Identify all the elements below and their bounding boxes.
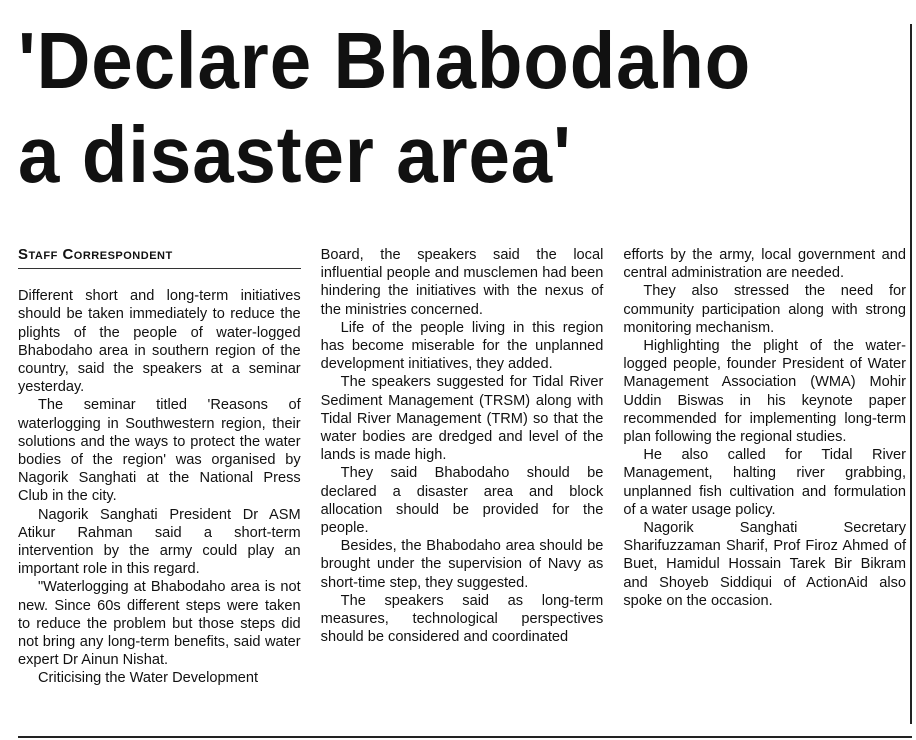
paragraph: They also stressed the need for community participation along with strong monitoring mechanism. xyxy=(623,283,907,336)
paragraph: They said Bhabodaho should be declared a disaster area and block allocation should be provided for the people. xyxy=(320,465,604,537)
article-column-3 xyxy=(623,246,906,722)
frame-border-right xyxy=(910,24,912,724)
paragraph: Nagorik Sanghati Secretary Sharifuzzaman Sharif, Prof Firoz Ahmed of Buet, Hamidul Hossain Tarek Bir Bikram and Shoyeb Siddiqui of ActionAid also spoke on the occasion. xyxy=(623,520,907,609)
paragraph: Life of the people living in this region has become miserable for the unplanned development initiatives, they added. xyxy=(320,319,604,373)
paragraph: Nagorik Sanghati President Dr ASM Atikur Rahman said a short-term intervention by the army could play an important role in this regard. xyxy=(18,506,301,578)
paragraph: Board, the speakers said the local influential people and musclemen had been hindering the initiatives with the nexus of the ministries concerned. xyxy=(320,247,604,318)
article-column-2 xyxy=(321,246,604,722)
article-body xyxy=(18,246,906,722)
paragraph: Highlighting the plight of the water-logged people, founder President of Water Management Association (WMA) Mohir Uddin Biswas in his keynote paper recommended for implementing long-term plan following the regional studies. xyxy=(623,338,907,446)
paragraph: Besides, the Bhabodaho area should be brought under the supervision of Navy as short-time step, they suggested. xyxy=(320,538,604,591)
byline: Staff Correspondent xyxy=(18,246,301,269)
headline-line-1: 'Declare Bhabodaho xyxy=(18,16,752,105)
paragraph: The seminar titled 'Reasons of waterlogging in Southwestern region, their solutions and the ways to protect the water bodies of the region' was organised by Nagorik Sanghati at the National Press Club in the city. xyxy=(18,397,301,505)
paragraph: "Waterlogging at Bhabodaho area is not new. Since 60s different steps were taken to reduce the problem but those steps did not bring any long-term benefits, said water expert Dr Ainun Nishat. xyxy=(18,579,301,669)
frame-border-bottom xyxy=(18,736,912,738)
article-headline xyxy=(18,14,836,202)
paragraph: Criticising the Water Development xyxy=(38,670,259,687)
article-column-1 xyxy=(18,246,301,722)
paragraph: The speakers said as long-term measures, technological perspectives should be considered and coordinated xyxy=(320,592,604,646)
paragraph: The speakers suggested for Tidal River Sediment Management (TRSM) along with Tidal River Management (TRM) so that the water bodies are dredged and level of the lands is made high. xyxy=(320,374,604,464)
paragraph: Different short and long-term initiatives should be taken immediately to reduce the plights of the people of water-logged Bhabodaho area in southern region of the country, said the speakers at a seminar yesterday. xyxy=(18,288,301,396)
paragraph: efforts by the army, local government and central administration are needed. xyxy=(623,247,907,282)
paragraph: He also called for Tidal River Management, halting river grabbing, unplanned fish cultivation and formulation of a water usage policy. xyxy=(623,447,907,518)
headline-line-2: a disaster area' xyxy=(18,110,572,199)
